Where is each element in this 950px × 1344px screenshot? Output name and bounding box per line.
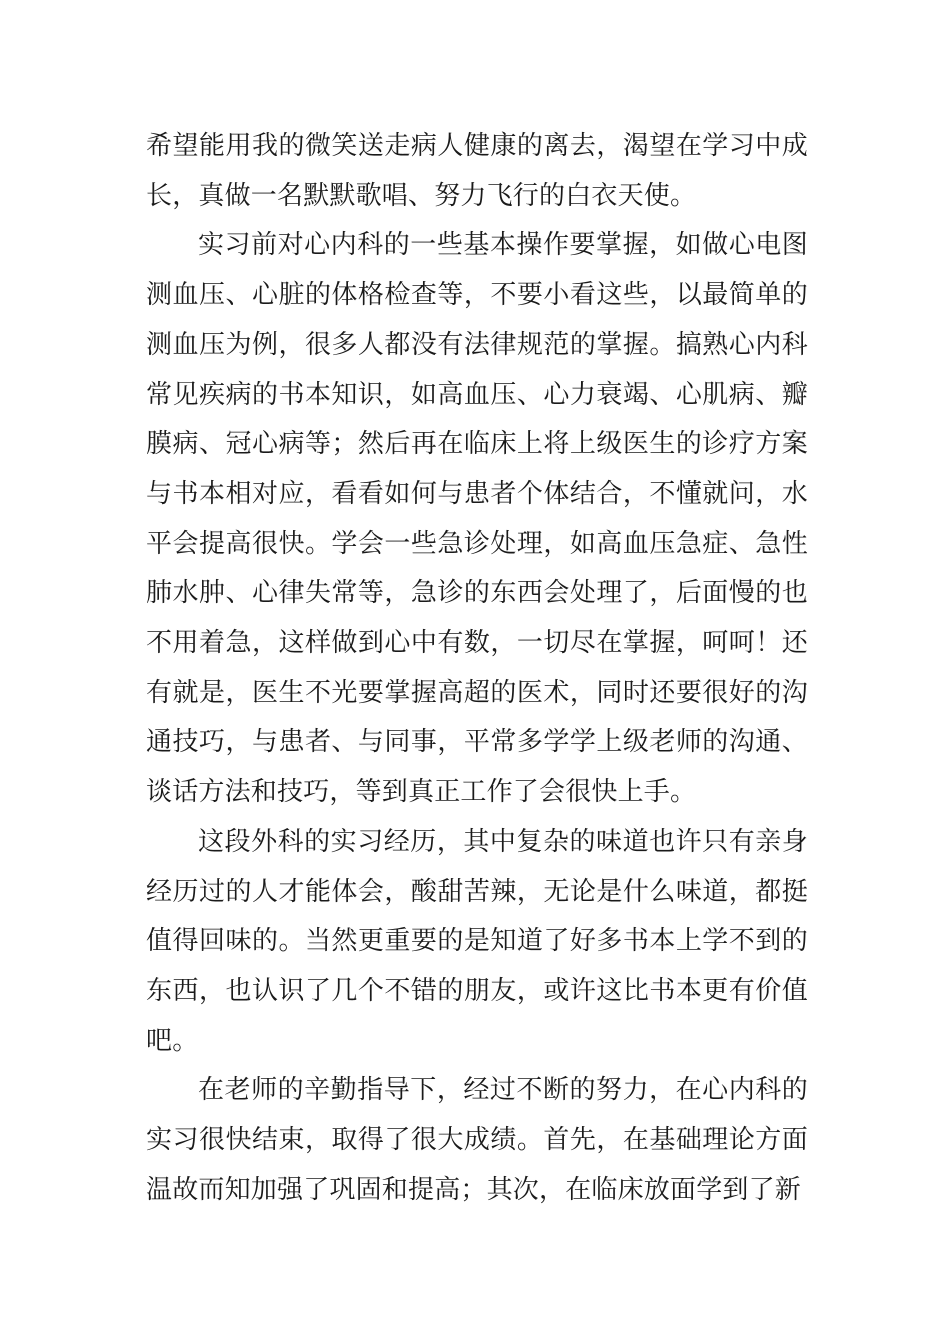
document-body <box>146 122 808 1215</box>
paragraph-4: 在老师的辛勤指导下，经过不断的努力，在心内科的实习很快结束，取得了很大成绩。首先，在基础理论方面温故而知加强了巩固和提高；其次，在临床放面学到了新 <box>146 1075 808 1205</box>
paragraph-1: 希望能用我的微笑送走病人健康的离去，渴望在学习中成长，真做一名默默歌唱、努力飞行的白衣天使。 <box>146 131 808 211</box>
paragraph-2: 实习前对心内科的一些基本操作要掌握，如做心电图测血压、心脏的体格检查等，不要小看这些，以最简单的测血压为例，很多人都没有法律规范的掌握。搞熟心内科常见疾病的书本知识，如高血压、心力衰竭、心肌病、瓣膜病、冠心病等；然后再在临床上将上级医生的诊疗方案与书本相对应，看看如何与患者个体结合，不懂就问，水平会提高很快。学会一些急诊处理，如高血压急症、急性肺水肿、心律失常等，急诊的东西会处理了，后面慢的也不用着急，这样做到心中有数，一切尽在掌握，呵呵！还有就是，医生不光要掌握高超的医术，同时还要很好的沟通技巧，与患者、与同事，平常多学学上级老师的沟通、谈话方法和技巧，等到真正工作了会很快上手。 <box>146 230 808 808</box>
paragraph-3: 这段外科的实习经历，其中复杂的味道也许只有亲身经历过的人才能体会，酸甜苦辣，无论是什么味道，都挺值得回味的。当然更重要的是知道了好多书本上学不到的东西，也认识了几个不错的朋友，或许这比书本更有价值吧。 <box>146 826 808 1056</box>
